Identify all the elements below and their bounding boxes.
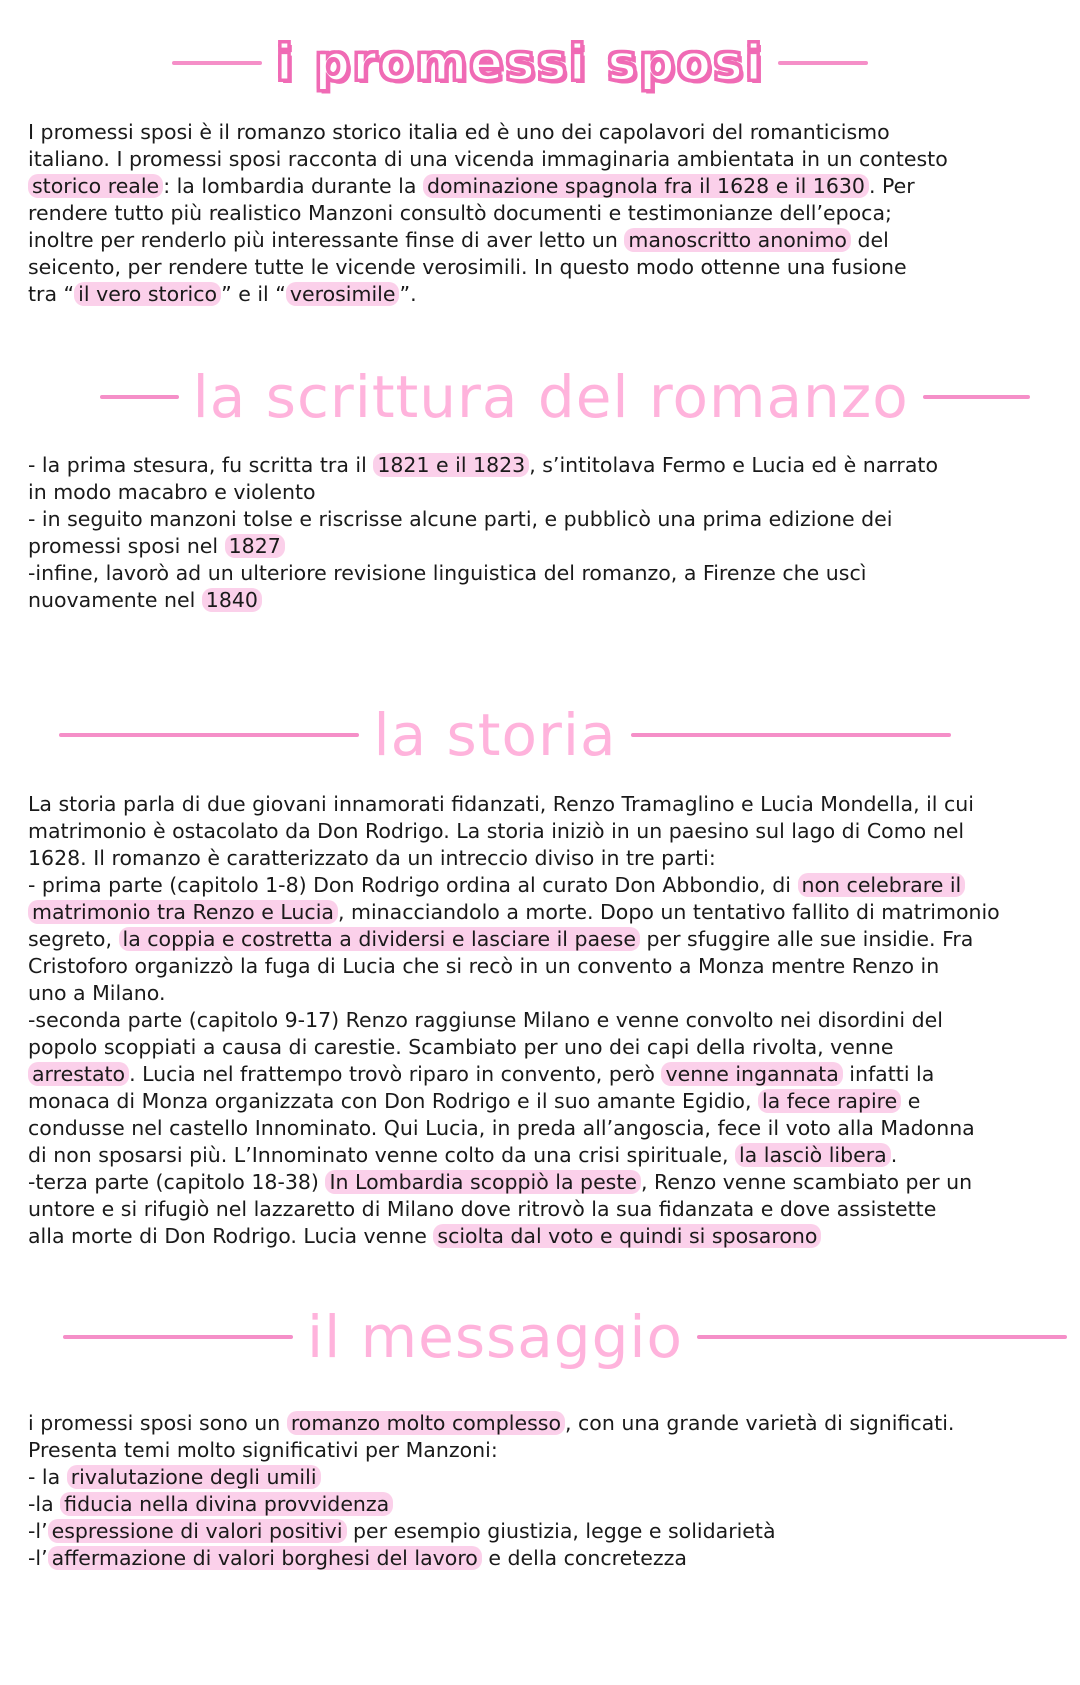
highlighted-text: verosimile xyxy=(286,282,400,306)
highlighted-text: affermazione di valori borghesi del lavoro xyxy=(48,1546,482,1570)
text-line: -infine, lavorò ad un ulteriore revisione linguistica del romanzo, a Firenze che uscì xyxy=(28,561,867,585)
storia-paragraph xyxy=(28,791,1058,1250)
text-line xyxy=(28,1142,1058,1169)
text-segment: e xyxy=(901,1089,921,1113)
text-line xyxy=(28,899,1058,926)
section-title: la scrittura del romanzo xyxy=(192,363,909,431)
text-segment: segreto, xyxy=(28,927,119,951)
divider-left xyxy=(172,61,262,65)
divider-left xyxy=(100,395,179,399)
section-heading-scrittura xyxy=(100,362,1030,432)
text-line xyxy=(28,533,1058,560)
text-line xyxy=(28,872,1058,899)
text-segment: per sfuggire alle sue insidie. Fra xyxy=(639,927,974,951)
text-segment: -l’ xyxy=(28,1546,48,1570)
text-segment: . Per xyxy=(868,174,915,198)
text-segment: ”. xyxy=(399,282,417,306)
text-line: Presenta temi molto significativi per Manzoni: xyxy=(28,1438,498,1462)
highlighted-text: In Lombardia scoppiò la peste xyxy=(325,1170,641,1194)
highlighted-text: non celebrare il xyxy=(798,873,966,897)
divider-left xyxy=(59,733,359,737)
text-segment: inoltre per renderlo più interessante finse di aver letto un xyxy=(28,228,625,252)
highlighted-text: matrimonio tra Renzo e Lucia xyxy=(28,900,338,924)
highlighted-text: espressione di valori positivi xyxy=(48,1519,347,1543)
text-line: untore e si rifugiò nel lazzaretto di Milano dove ritrovò la sua fidanzata e dove assistette xyxy=(28,1197,937,1221)
section-title: la storia xyxy=(373,701,617,769)
text-line xyxy=(28,281,1058,308)
section-title: il messaggio xyxy=(306,1303,684,1371)
text-segment: promessi sposi nel xyxy=(28,534,225,558)
section-heading-storia xyxy=(50,700,960,770)
highlighted-text: dominazione spagnola fra il 1628 e il 1630 xyxy=(423,174,869,198)
highlighted-text: sciolta dal voto e quindi si sposarono xyxy=(433,1224,821,1248)
text-line: - in seguito manzoni tolse e riscrisse alcune parti, e pubblicò una prima edizione dei xyxy=(28,507,893,531)
text-segment: . xyxy=(890,1143,898,1167)
text-segment: , minacciandolo a morte. Dopo un tentativo fallito di matrimonio xyxy=(337,900,1000,924)
text-line: uno a Milano. xyxy=(28,981,166,1005)
text-line: seicento, per rendere tutte le vicende verosimili. In questo modo ottenne una fusione xyxy=(28,255,907,279)
messaggio-paragraph xyxy=(28,1410,1058,1572)
text-segment: di non sposarsi più. L’Innominato venne colto da una crisi spirituale, xyxy=(28,1143,735,1167)
text-line xyxy=(28,1088,1058,1115)
text-segment: , Renzo venne scambiato per un xyxy=(641,1170,973,1194)
divider-right xyxy=(778,61,868,65)
section-heading-messaggio xyxy=(60,1302,1070,1372)
highlighted-text: venne ingannata xyxy=(661,1062,842,1086)
text-segment: i promessi sposi sono un xyxy=(28,1411,287,1435)
text-segment: -l’ xyxy=(28,1519,48,1543)
text-segment: e della concretezza xyxy=(481,1546,687,1570)
text-line xyxy=(28,1169,1058,1196)
text-segment: - prima parte (capitolo 1-8) Don Rodrigo ordina al curato Don Abbondio, di xyxy=(28,873,798,897)
divider-right xyxy=(923,395,1030,399)
text-line: italiano. I promessi sposi racconta di una vicenda immaginaria ambientata in un contesto xyxy=(28,147,948,171)
text-line: in modo macabro e violento xyxy=(28,480,316,504)
text-line xyxy=(28,1545,1058,1572)
highlighted-text: 1821 e il 1823 xyxy=(373,453,529,477)
text-line xyxy=(28,1410,1058,1437)
highlighted-text: 1840 xyxy=(202,588,262,612)
text-line xyxy=(28,452,1058,479)
text-line xyxy=(28,1491,1058,1518)
scrittura-paragraph xyxy=(28,452,1058,614)
highlighted-text: fiducia nella divina provvidenza xyxy=(60,1492,393,1516)
text-segment: ” e il “ xyxy=(221,282,286,306)
text-segment: tra “ xyxy=(28,282,75,306)
text-line: popolo scoppiati a causa di carestie. Scambiato per uno dei capi della rivolta, venne xyxy=(28,1035,894,1059)
page-title: i promessi sposi xyxy=(275,34,765,92)
main-title-banner xyxy=(150,28,890,98)
text-line xyxy=(28,1464,1058,1491)
text-line xyxy=(28,1061,1058,1088)
highlighted-text: 1827 xyxy=(225,534,285,558)
highlighted-text: romanzo molto complesso xyxy=(287,1411,565,1435)
highlighted-text: rivalutazione degli umili xyxy=(67,1465,321,1489)
text-line xyxy=(28,587,1058,614)
text-line: La storia parla di due giovani innamorati fidanzati, Renzo Tramaglino e Lucia Mondella, il cui xyxy=(28,792,974,816)
highlighted-text: la fece rapire xyxy=(758,1089,901,1113)
text-line xyxy=(28,1518,1058,1545)
divider-left xyxy=(63,1335,293,1339)
text-segment: , s’intitolava Fermo e Lucia ed è narrato xyxy=(529,453,938,477)
intro-paragraph xyxy=(28,119,1058,308)
text-line: condusse nel castello Innominato. Qui Lucia, in preda all’angoscia, fece il voto alla Madonna xyxy=(28,1116,975,1140)
highlighted-text: arrestato xyxy=(28,1062,129,1086)
text-line: -seconda parte (capitolo 9-17) Renzo raggiunse Milano e venne convolto nei disordini del xyxy=(28,1008,943,1032)
text-line: matrimonio è ostacolato da Don Rodrigo. La storia iniziò in un paesino sul lago di Como nel xyxy=(28,819,965,843)
text-line xyxy=(28,1223,1058,1250)
text-line xyxy=(28,173,1058,200)
text-line: 1628. Il romanzo è caratterizzato da un intreccio diviso in tre parti: xyxy=(28,846,716,870)
text-segment: alla morte di Don Rodrigo. Lucia venne xyxy=(28,1224,434,1248)
text-segment: -la xyxy=(28,1492,61,1516)
highlighted-text: il vero storico xyxy=(74,282,221,306)
text-segment: . Lucia nel frattempo trovò riparo in convento, però xyxy=(129,1062,662,1086)
text-line: I promessi sposi è il romanzo storico italia ed è uno dei capolavori del romanticismo xyxy=(28,120,890,144)
text-segment: -terza parte (capitolo 18-38) xyxy=(28,1170,326,1194)
divider-right xyxy=(631,733,951,737)
text-segment: - la prima stesura, fu scritta tra il xyxy=(28,453,374,477)
text-segment: monaca di Monza organizzata con Don Rodrigo e il suo amante Egidio, xyxy=(28,1089,758,1113)
highlighted-text: la lasciò libera xyxy=(735,1143,891,1167)
text-segment: , con una grande varietà di significati. xyxy=(565,1411,955,1435)
text-line xyxy=(28,926,1058,953)
text-line: Cristoforo organizzò la fuga di Lucia che si recò in un convento a Monza mentre Renzo in xyxy=(28,954,940,978)
text-line xyxy=(28,227,1058,254)
divider-right xyxy=(697,1335,1067,1339)
text-segment: nuovamente nel xyxy=(28,588,202,612)
text-segment: - la xyxy=(28,1465,67,1489)
text-segment: : la lombardia durante la xyxy=(163,174,423,198)
text-line: rendere tutto più realistico Manzoni consultò documenti e testimonianze dell’epoca; xyxy=(28,201,892,225)
text-segment: infatti la xyxy=(842,1062,935,1086)
highlighted-text: storico reale xyxy=(28,174,163,198)
text-segment: del xyxy=(850,228,889,252)
highlighted-text: la coppia e costretta a dividersi e lasciare il paese xyxy=(119,927,640,951)
highlighted-text: manoscritto anonimo xyxy=(624,228,851,252)
text-segment: per esempio giustizia, legge e solidarietà xyxy=(346,1519,776,1543)
